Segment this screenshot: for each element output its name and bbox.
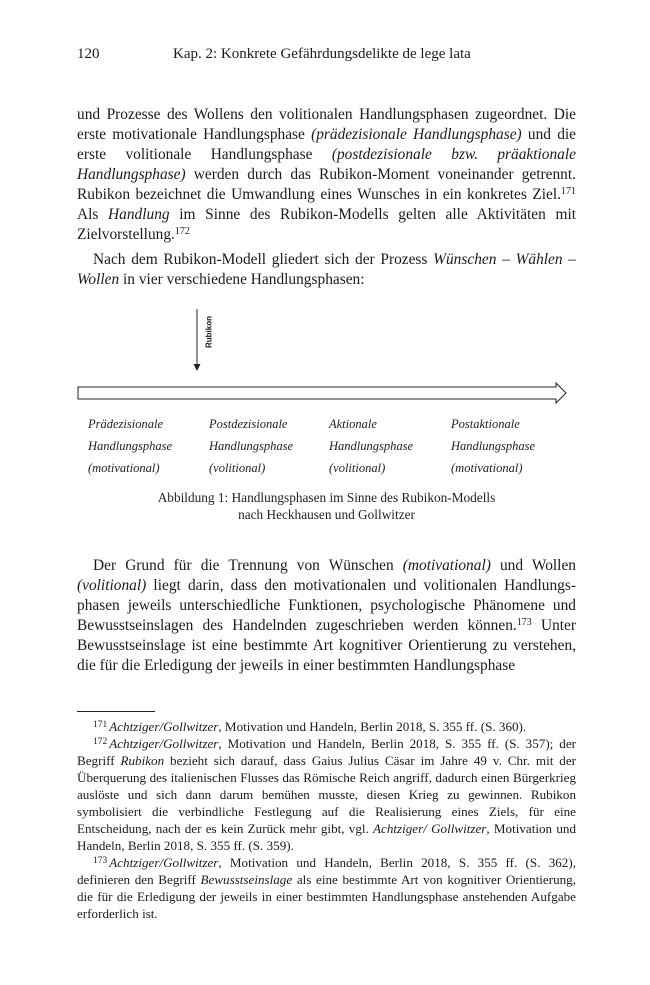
para3-italic-1: (motivational): [402, 557, 491, 574]
footnote-172: [77, 735, 576, 854]
phase-postactional: Postaktionale Handlungsphase (motivational): [451, 417, 536, 475]
footnote-number: 172: [93, 737, 108, 747]
para1-text: werden durch das Rubikon-Moment voneinander getrennt. Rubikon bezeichnet die Umwandlung eines Wunsches in ein konkretes Ziel.: [77, 166, 576, 203]
para2-italic: Wünschen – Wählen – Wollen: [77, 251, 577, 288]
footnote-number: 171: [93, 720, 108, 730]
footnote-text: , Motivation und Handeln, Berlin 2018, S. 355 ff. (S. 360).: [218, 719, 527, 734]
para1-text: und die erste volitionale Handlungsphase: [77, 126, 577, 163]
footnote-italic: Rubikon: [120, 753, 165, 768]
footnote-173: [77, 854, 576, 922]
footnote-italic: Achtziger/ Gollwitzer: [373, 821, 487, 836]
para1-text: Als: [77, 206, 109, 223]
footnote-italic: Bewusstseinslage: [200, 872, 293, 887]
phase-predecisional: Prädezisionale Handlungsphase (motivational): [88, 417, 173, 475]
rubikon-marker-arrowhead: [194, 364, 201, 371]
para3-text: und Wollen: [490, 557, 576, 574]
para1-italic-3: Handlung: [108, 206, 170, 223]
footnote-separator: [77, 711, 155, 712]
footnote-text: , Motivation und Handeln, Berlin 2018, S. 355 ff. (S. 362), definieren den Begriff: [77, 855, 576, 887]
page-number: 120: [77, 46, 100, 62]
caption-line-1: Abbildung 1: Handlungsphasen im Sinne des Rubikon-Modells: [157, 490, 496, 505]
para1-italic-1: (prädezisionale Handlungsphase): [311, 126, 522, 143]
footnote-ref-171[interactable]: 171: [561, 186, 576, 197]
footnote-ref-173[interactable]: 173: [516, 617, 532, 628]
phase-actional: Aktionale Handlungsphase (volitional): [329, 417, 414, 475]
para1-text: und Prozesse des Wollens den volitionalen Handlungsphasen zugeordnet. Die erste motivationale Handlungsphase: [77, 106, 576, 143]
timeline-arrow: [78, 383, 566, 403]
footnote-number: 173: [93, 856, 108, 866]
footnote-text: bezieht sich darauf, dass Gaius Julius Cäsar im Jahre 49 v. Chr. mit der Überquerung des italienischen Flusses das Römische Reich angriff, dadurch einen Bürgerkrieg auslöste und sich dann darum bemühen musste, diesen Krieg zu gewinnen. Rubikon symbolisiert die verbindliche Festlegung auf die Realisierung eines Ziels, für eine Entscheidung, nach der es kein Zurück mehr gibt, vgl.: [77, 753, 576, 836]
para1-italic-2: (postdezisionale bzw. präaktionale Handlungsphase): [77, 146, 576, 183]
footnote-text: , Motivation und Handeln, Berlin 2018, S. 355 ff. (S. 359).: [77, 821, 576, 853]
rubikon-marker-label: Rubikon: [204, 316, 214, 348]
footnote-text: als eine bestimmte Art von kognitiver Orientierung, die für die Erledigung der jeweils in einer bestimmten Handlungsphase anstehenden Aufgabe erforderlich ist.: [77, 872, 577, 921]
para3-text: Der Grund für die Trennung von Wünschen: [93, 557, 403, 574]
body-paragraph-3: [77, 556, 576, 676]
para3-text: Unter Bewusstseinslage ist eine bestimmte Art kognitiver Orientierung zu verstehen, die für die Erledigung der jeweils in einer bestimmten Handlungsphase: [77, 617, 576, 674]
para2-text: in vier verschiedene Handlungsphasen:: [119, 271, 365, 288]
running-head: Kap. 2: Konkrete Gefährdungsdelikte de lege lata: [173, 46, 471, 62]
footnote-author: Achtziger/Gollwitzer: [109, 855, 219, 870]
footnote-ref-172[interactable]: 172: [174, 226, 190, 237]
body-paragraph-2: [77, 250, 576, 290]
footnote-171: [77, 718, 576, 735]
para2-text: Nach dem Rubikon-Modell gliedert sich der Prozess: [93, 251, 434, 268]
figure-caption: [77, 489, 576, 523]
para3-italic-2: (volitional): [77, 577, 147, 594]
footnote-author: Achtziger/Gollwitzer: [109, 736, 219, 751]
footnotes: [77, 718, 576, 922]
para3-text: liegt darin, dass den motivationalen und volitionalen Handlungsphasen jeweils unterschiedliche Funktionen, psychologische Phänomene und Bewusstseinslagen des Handelnden zugeschrieben werden können.: [77, 577, 576, 634]
para1-text: im Sinne des Rubikon-Modells gelten alle Aktivitäten mit Zielvorstellung.: [77, 206, 576, 243]
footnote-author: Achtziger/Gollwitzer: [109, 719, 219, 734]
caption-line-2: nach Heckhausen und Gollwitzer: [238, 507, 415, 522]
phase-postdecisional: Postdezisionale Handlungsphase (volitional): [209, 417, 294, 475]
footnote-text: , Motivation und Handeln, Berlin 2018, S. 355 ff. (S. 357); der Begriff: [77, 736, 576, 768]
body-paragraph-1: [77, 105, 576, 245]
